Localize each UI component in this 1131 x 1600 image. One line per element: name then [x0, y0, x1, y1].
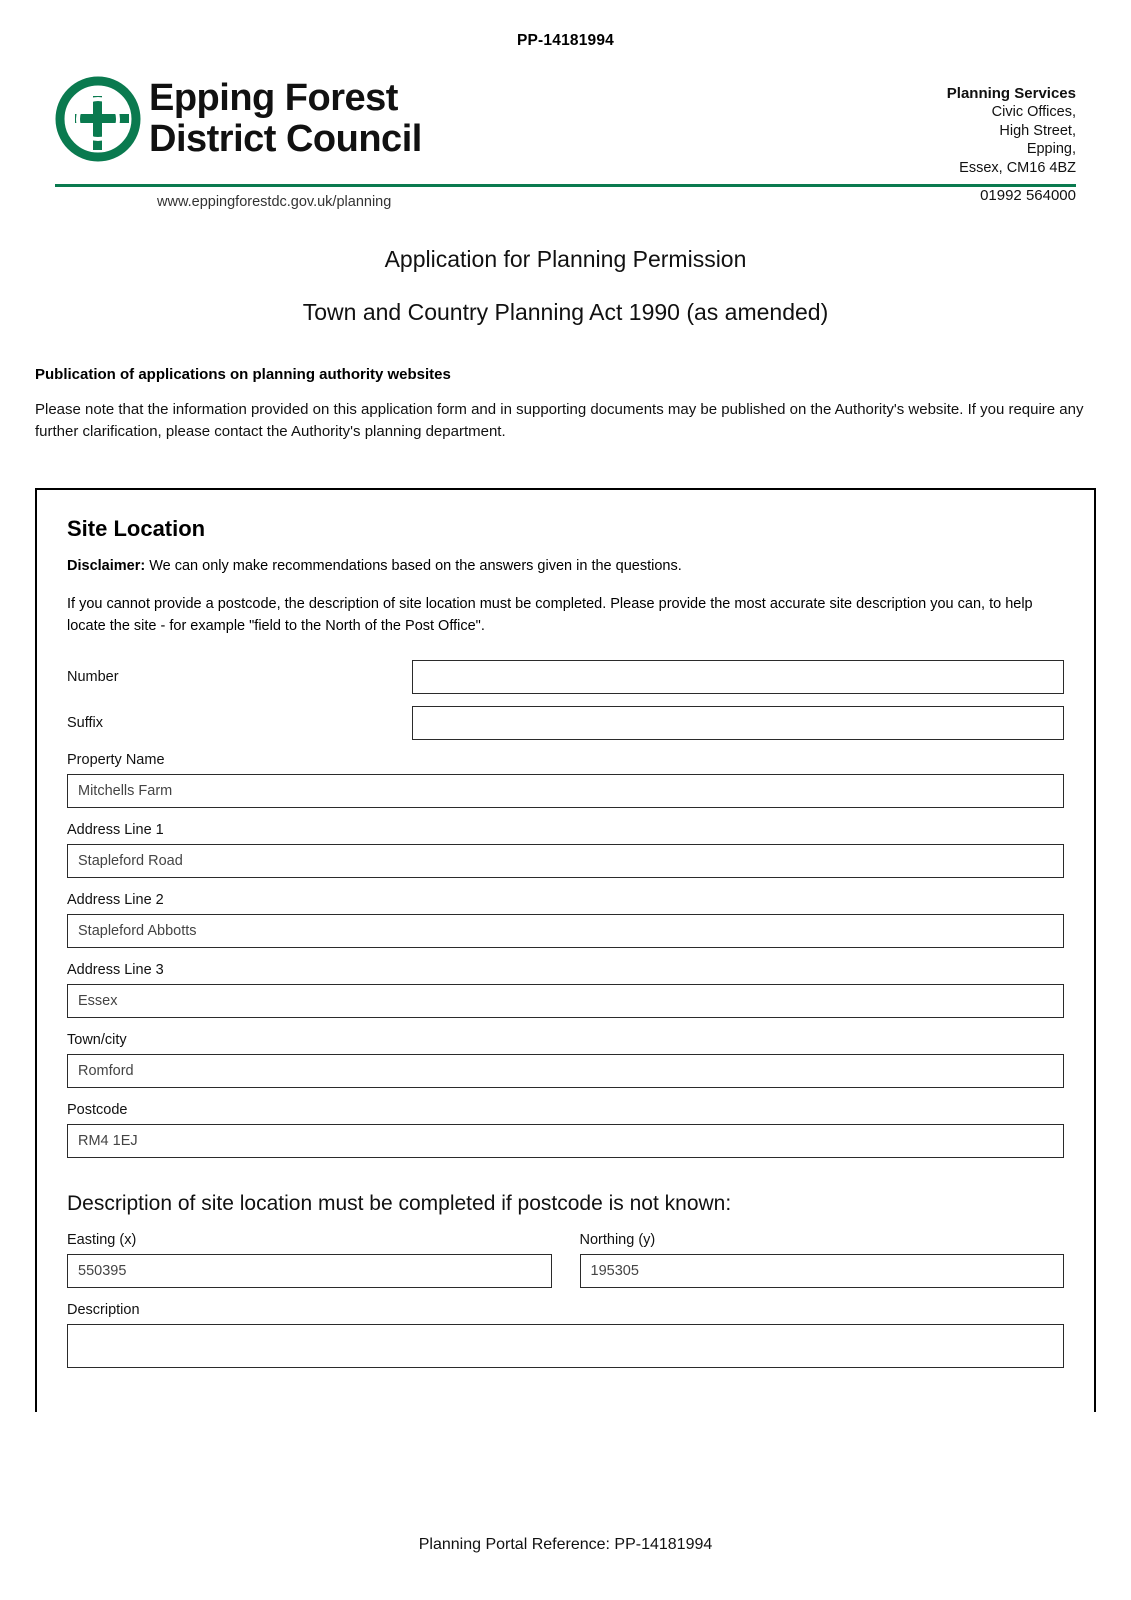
council-phone-number: 01992 564000: [980, 187, 1076, 205]
disclaimer-text: We can only make recommendations based on the answers given in the questions.: [145, 557, 682, 574]
number-input[interactable]: [412, 660, 1064, 694]
address-line-postcode: Essex, CM16 4BZ: [959, 159, 1076, 176]
address-line-1-input[interactable]: Stapleford Road: [67, 844, 1064, 878]
page-footer: Planning Portal Reference: PP-14181994: [418, 1536, 713, 1553]
town-city-input[interactable]: Romford: [67, 1054, 1064, 1088]
description-row: [67, 1302, 1064, 1368]
council-website-url: www.eppingforestdc.gov.uk/planning: [157, 193, 392, 210]
address-line-high-street: High Street,: [999, 122, 1076, 139]
postcode-row: [67, 1102, 1064, 1158]
property-name-row: [67, 752, 1064, 808]
address-line-epping: Epping,: [1026, 141, 1076, 158]
coordinates-row: [67, 1232, 1064, 1288]
easting-field: [67, 1232, 552, 1288]
description-label: Description: [67, 1301, 140, 1318]
easting-label: Easting (x): [67, 1231, 137, 1248]
logo-text-line-1: Epping Forest: [149, 77, 398, 120]
address-line-3-input[interactable]: Essex: [67, 984, 1064, 1018]
publication-note-body: Please note that the information provided on this application form and in supporting documents may be published on the Authority's website. If you require any further clarification, please contact the Authority's planning department.: [35, 400, 1084, 441]
address-line-1-row: [67, 822, 1064, 878]
address-line-2-row: [67, 892, 1064, 948]
address-line-3-label: Address Line 3: [67, 961, 164, 978]
publication-note-heading: Publication of applications on planning authority websites: [35, 365, 451, 383]
letterhead-divider-wrap: [35, 184, 1096, 187]
northing-label: Northing (y): [579, 1231, 656, 1248]
site-location-hint: If you cannot provide a postcode, the description of site location must be completed. Please provide the most accurate site description you can, to help locate the site - for example "field to the North of the Post Office".: [67, 595, 1033, 635]
suffix-input[interactable]: [412, 706, 1064, 740]
epping-forest-logo-icon: [55, 76, 141, 162]
address-line-2-input[interactable]: Stapleford Abbotts: [67, 914, 1064, 948]
page-title: Application for Planning Permission: [384, 245, 747, 272]
postcode-input[interactable]: RM4 1EJ: [67, 1124, 1064, 1158]
site-location-section: [35, 488, 1096, 1412]
site-description-heading: Description of site location must be completed if postcode is not known:: [67, 1191, 732, 1215]
number-label: Number: [67, 668, 119, 685]
property-name-label: Property Name: [67, 751, 165, 768]
town-city-label: Town/city: [67, 1031, 127, 1048]
address-line-3-row: [67, 962, 1064, 1018]
address-line-2-label: Address Line 2: [67, 891, 164, 908]
council-logo-block: [55, 76, 422, 162]
northing-input[interactable]: 195305: [580, 1254, 1065, 1288]
town-city-row: [67, 1032, 1064, 1088]
disclaimer-label: Disclaimer:: [67, 557, 146, 574]
page-subtitle: Town and Country Planning Act 1990 (as amended): [302, 298, 829, 325]
site-location-title: Site Location: [67, 515, 206, 541]
description-textarea[interactable]: [67, 1324, 1064, 1368]
address-line-civic-offices: Civic Offices,: [991, 104, 1076, 121]
postcode-label: Postcode: [67, 1101, 128, 1118]
planning-portal-reference-top: PP-14181994: [516, 32, 614, 49]
northing-field: [580, 1232, 1065, 1288]
number-row: [67, 660, 1064, 694]
planning-services-title: Planning Services: [946, 85, 1076, 102]
site-location-disclaimer: [67, 556, 1064, 577]
easting-input[interactable]: 550395: [67, 1254, 552, 1288]
property-name-input[interactable]: Mitchells Farm: [67, 774, 1064, 808]
address-line-1-label: Address Line 1: [67, 821, 164, 838]
letterhead-divider: [55, 184, 1076, 187]
suffix-row: [67, 706, 1064, 740]
logo-text-line-2: District Council: [149, 118, 422, 160]
suffix-label: Suffix: [67, 714, 104, 731]
